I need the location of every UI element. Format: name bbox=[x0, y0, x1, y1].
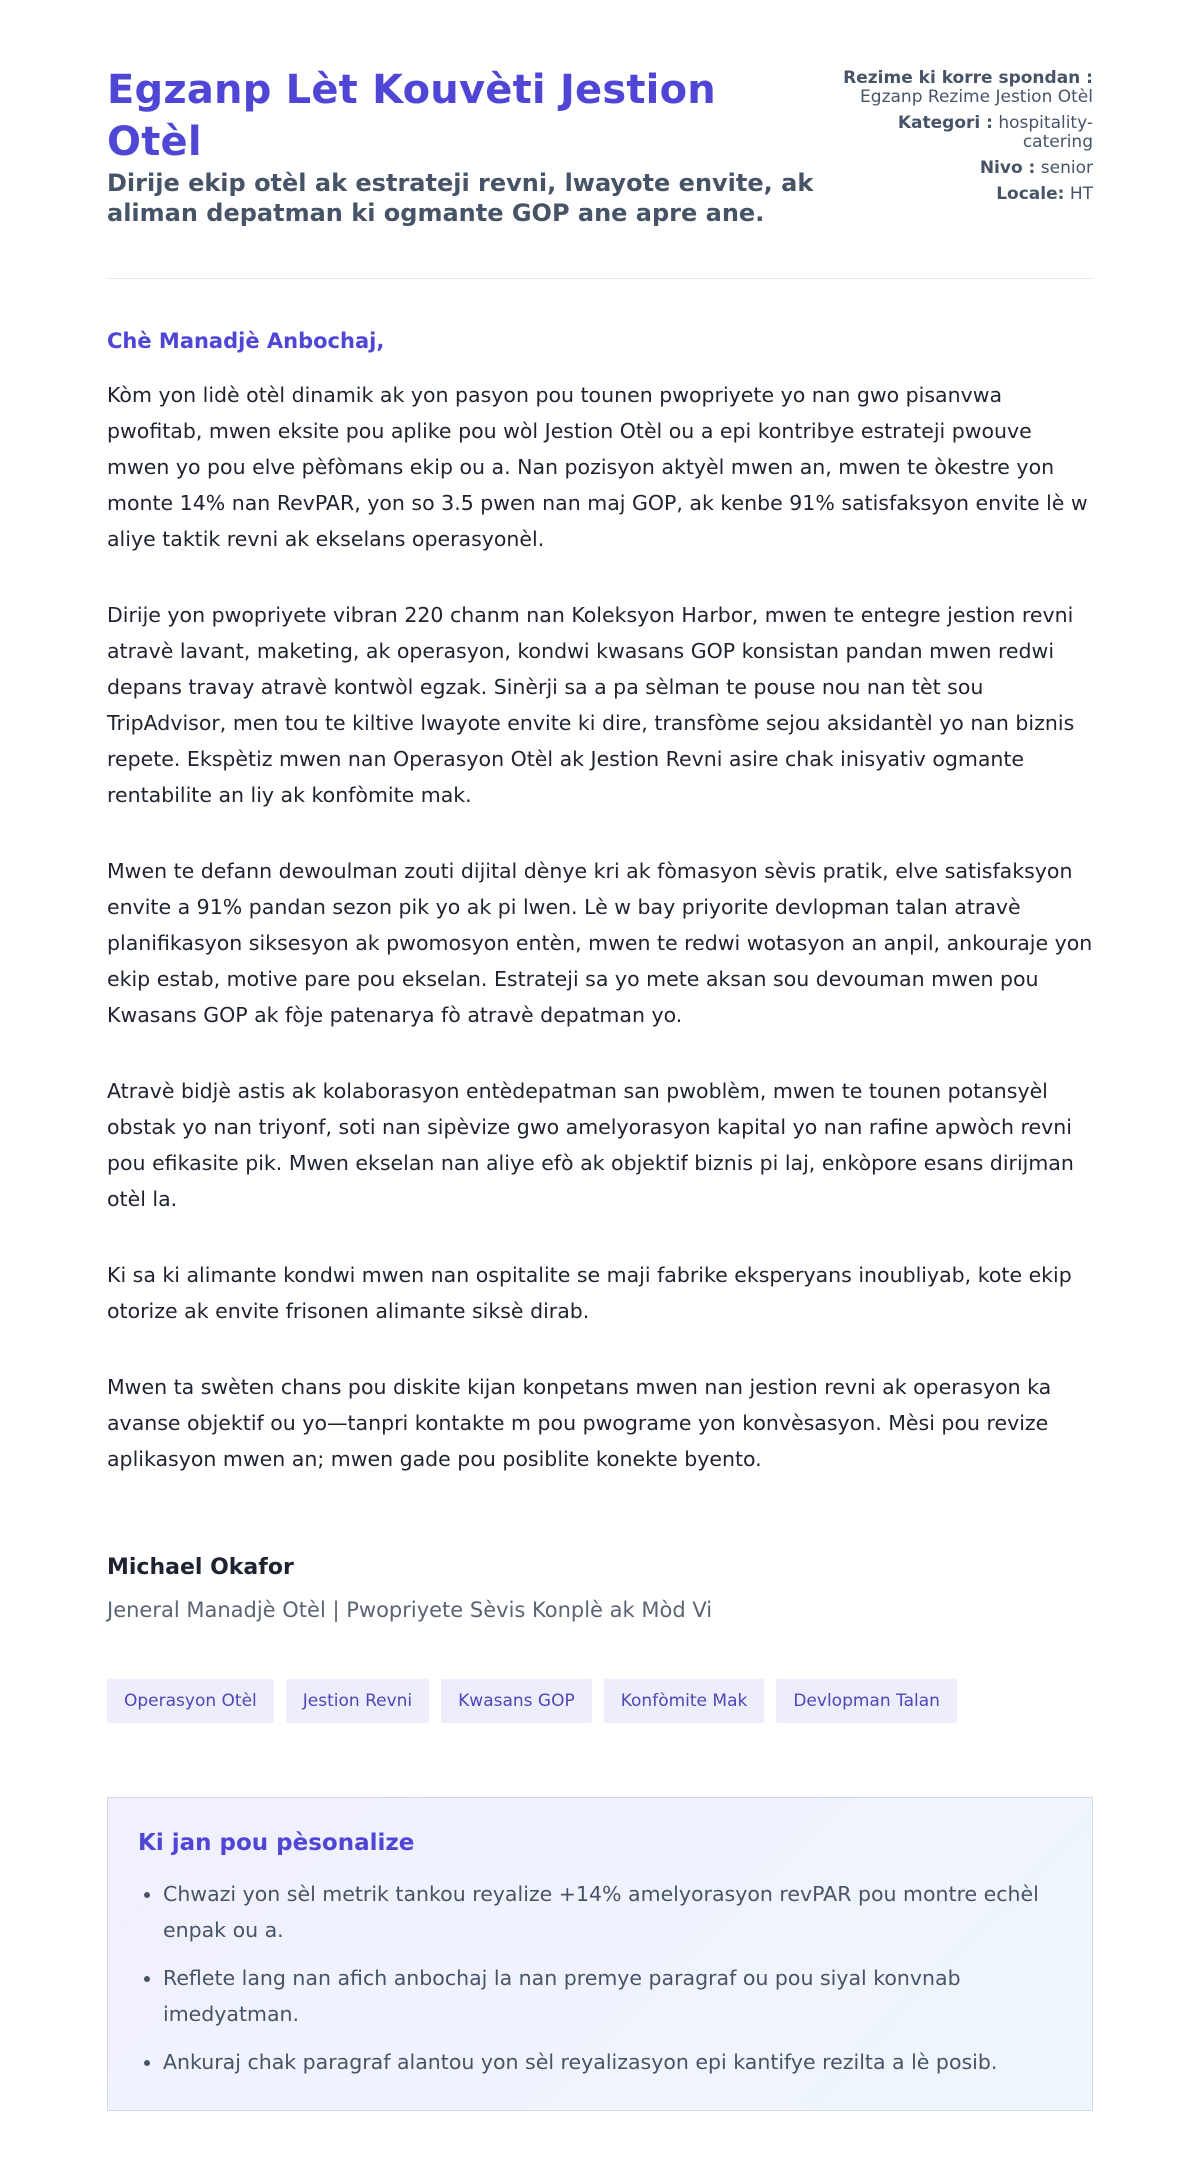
meta-level-value: senior bbox=[1040, 158, 1093, 178]
meta-summary-value: Egzanp Rezime Jestion Otèl bbox=[860, 87, 1093, 107]
meta-category-value: hospitality-catering bbox=[998, 113, 1093, 152]
page-subtitle: Dirije ekip otèl ak estrateji revni, lwayote envite, ak aliman depatman ki ogmante GOP ane apre ane. bbox=[107, 169, 814, 227]
tips-title: Ki jan pou pèsonalize bbox=[138, 1830, 415, 1856]
tip-item: • Ankuraj chak paragraf alantou yon sèl reyalizasyon epi kantifye rezilta a lè posib. bbox=[163, 2044, 1062, 2080]
header bbox=[107, 64, 1093, 279]
meta-category bbox=[833, 114, 1093, 152]
letter-paragraph: Mwen ta swèten chans pou diskite kijan konpetans mwen nan jestion revni ak operasyon ka avanse objektif ou yo—tanpri kontakte m pou pwograme yon konvèsasyon. Mèsi pou revize aplikasyon mwen an; mwen gade pou posiblite konekte byento. bbox=[107, 1375, 1052, 1471]
meta-locale-label: Locale: bbox=[996, 184, 1065, 204]
meta-level bbox=[833, 159, 1093, 178]
skill-tag: Devlopman Talan bbox=[776, 1679, 957, 1723]
letter-body bbox=[107, 377, 1093, 1477]
letter-paragraph: Mwen te defann dewoulman zouti dijital dènye kri ak fòmasyon sèvis pratik, elve satisfaksyon envite a 91% pandan sezon pik yo ak pi lwen. Lè w bay priyorite devlopman talan atravè planifikasyon siksesyon ak pwomosyon entèn, mwen te redwi wotasyon an anpil, ankouraje yon ekip estab, motive pare pou ekselan. Estrateji sa yo mete aksan sou devouman mwen pou Kwasans GOP ak fòje patenarya fò atravè depatman yo. bbox=[107, 859, 1093, 1027]
tips-list bbox=[138, 1876, 1062, 2080]
meta-summary bbox=[833, 69, 1093, 107]
skill-tags bbox=[107, 1679, 1093, 1723]
meta-locale-value: HT bbox=[1069, 184, 1093, 204]
cover-letter-page bbox=[107, 64, 1093, 2111]
letter-paragraph: Ki sa ki alimante kondwi mwen nan ospitalite se maji fabrike eksperyans inoubliyab, kote ekip otorize ak envite frisonen alimante siksè dirab. bbox=[107, 1263, 1072, 1323]
skill-tag: Operasyon Otèl bbox=[107, 1679, 274, 1723]
skill-tag: Jestion Revni bbox=[286, 1679, 429, 1723]
meta-panel bbox=[833, 69, 1093, 211]
signature-block bbox=[107, 1553, 1093, 1625]
signature-name: Michael Okafor bbox=[107, 1555, 294, 1580]
tip-item: • Reflete lang nan afich anbochaj la nan premye paragraf ou pou siyal konvnab imedyatman. bbox=[163, 1960, 1062, 2032]
header-titles bbox=[107, 64, 817, 228]
signature-title: Jeneral Manadjè Otèl | Pwopriyete Sèvis Konplè ak Mòd Vi bbox=[107, 1598, 713, 1622]
meta-category-label: Kategori : bbox=[897, 113, 993, 133]
letter-paragraph: Kòm yon lidè otèl dinamik ak yon pasyon pou tounen pwopriyete yo nan gwo pisanvwa pwofitab, mwen eksite pou aplike pou wòl Jestion Otèl ou a epi kontribye estrateji pwouve mwen yo pou elve pèfòmans ekip ou a. Nan pozisyon aktyèl mwen an, mwen te òkestre yon monte 14% nan RevPAR, yon so 3.5 pwen nan maj GOP, ak kenbe 91% satisfaksyon envite lè w aliye taktik revni ak ekselans operasyonèl. bbox=[107, 383, 1088, 551]
skill-tag: Kwasans GOP bbox=[441, 1679, 592, 1723]
letter-paragraph: Dirije yon pwopriyete vibran 220 chanm nan Koleksyon Harbor, mwen te entegre jestion revni atravè lavant, maketing, ak operasyon, kondwi kwasans GOP konsistan pandan mwen redwi depans travay atravè kontwòl egzak. Sinèrji sa a pa sèlman te pouse nou nan tèt sou TripAdvisor, men tou te kiltive lwayote envite ki dire, transfòme sejou aksidantèl yo nan biznis repete. Ekspètiz mwen nan Operasyon Otèl ak Jestion Revni asire chak inisyativ ogmante rentabilite an liy ak konfòmite mak. bbox=[107, 603, 1075, 807]
tip-item: • Chwazi yon sèl metrik tankou reyalize +14% amelyorasyon revPAR pou montre echèl enpak ou a. bbox=[163, 1876, 1062, 1948]
customization-tips-box bbox=[107, 1797, 1093, 2111]
salutation: Chè Manadjè Anbochaj, bbox=[107, 329, 385, 353]
meta-locale bbox=[833, 185, 1093, 204]
skill-tag: Konfòmite Mak bbox=[604, 1679, 765, 1723]
meta-level-label: Nivo : bbox=[979, 158, 1036, 178]
page-title: Egzanp Lèt Kouvèti Jestion Otèl bbox=[107, 67, 716, 165]
letter-paragraph: Atravè bidjè astis ak kolaborasyon entèdepatman san pwoblèm, mwen te tounen potansyèl obstak yo nan triyonf, soti nan sipèvize gwo amelyorasyon kapital yo nan rafine apwòch revni pou efikasite pik. Mwen ekselan nan aliye efò ak objektif biznis pi laj, enkòpore esans dirijman otèl la. bbox=[107, 1079, 1074, 1211]
meta-summary-label: Rezime ki korre spondan : bbox=[843, 68, 1093, 88]
